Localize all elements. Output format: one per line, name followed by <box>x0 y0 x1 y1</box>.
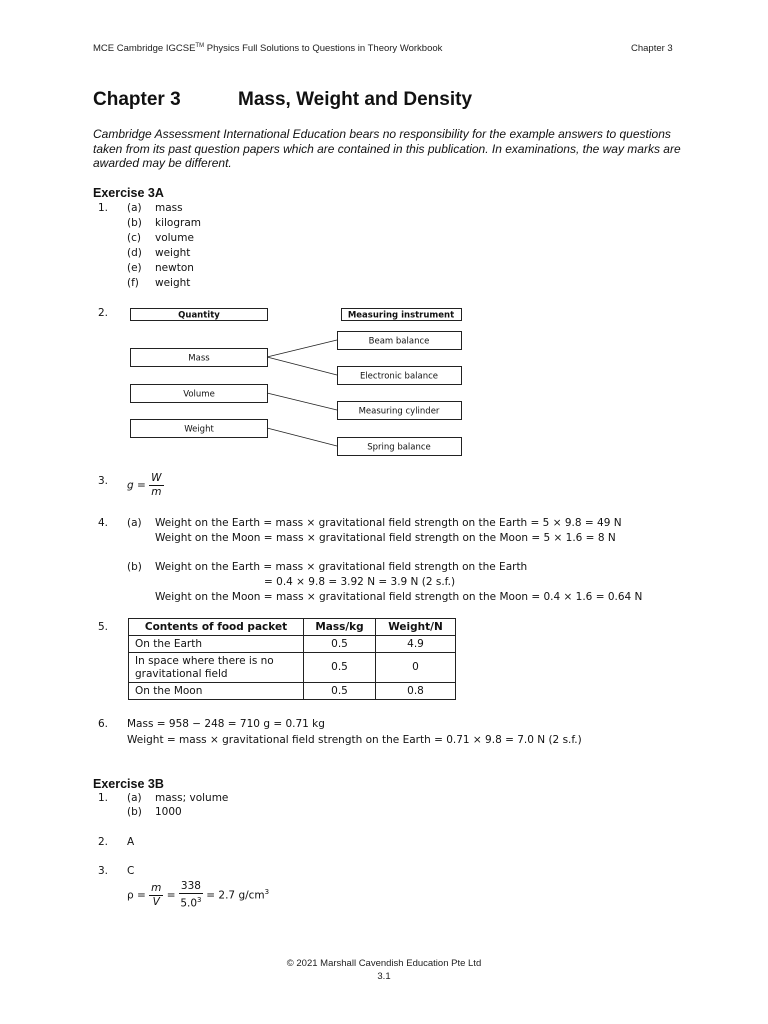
answer: 1000 <box>155 806 182 818</box>
instrument-spring-balance: Spring balance <box>367 442 431 453</box>
fraction: $\frac{W}{m}$ <box>151 472 162 498</box>
table-header-row <box>129 619 456 636</box>
part-label: (b) <box>127 217 142 229</box>
table-row <box>129 636 456 653</box>
link-volume-cylinder <box>267 393 337 410</box>
instrument-measuring-cylinder: Measuring cylinder <box>358 406 440 417</box>
quantity-weight: Weight <box>184 424 214 435</box>
link-mass-electronic <box>267 357 337 375</box>
instrument-header: Measuring instrument <box>347 310 455 321</box>
part-label: (a) <box>127 202 142 214</box>
answer: mass <box>155 202 183 214</box>
question-number: 5. <box>98 621 109 633</box>
chapter-title: Mass, Weight and Density <box>238 89 473 110</box>
exercise-3b-heading: Exercise 3B <box>93 777 164 791</box>
matching-diagram <box>125 303 470 463</box>
part-label: (c) <box>127 232 141 244</box>
part-label: (f) <box>127 277 139 289</box>
answer: kilogram <box>155 217 201 229</box>
quantity-volume: Volume <box>183 389 215 400</box>
answer-line: Weight on the Earth = mass × gravitational field strength on the Earth <box>155 561 528 573</box>
answer: mass; volume <box>155 792 229 804</box>
table-row <box>129 683 456 700</box>
part-label: (b) <box>127 561 142 573</box>
table-cell: 0.8 <box>376 683 456 700</box>
table-cell: On the Moon <box>129 683 304 700</box>
table-row <box>129 653 456 683</box>
link-weight-spring <box>267 428 337 446</box>
instrument-electronic-balance: Electronic balance <box>359 371 439 382</box>
link-mass-beam <box>267 340 337 357</box>
formula-density: ρ = $\frac{m}{V}$ = $\frac{338}{5.0^3}$ = 2.7 $g/cm^3$ <box>127 880 270 910</box>
question-number: 3. <box>98 475 109 487</box>
part-label: (e) <box>127 262 142 274</box>
part-label: (b) <box>127 806 142 818</box>
table-cell: In space where there is no gravitational field <box>129 653 304 683</box>
column-header: Mass/kg <box>304 619 376 636</box>
running-header: MCE Cambridge IGCSE™ Physics Full Solutions to Questions in Theory Workbook <box>93 43 443 55</box>
question-number: 2. <box>98 836 109 848</box>
question-number: 4. <box>98 517 109 529</box>
formula-g: g = $\frac{W}{m}$ <box>127 472 162 498</box>
question-number: 3. <box>98 865 109 877</box>
part-label: (d) <box>127 247 142 259</box>
table-cell: 0 <box>376 653 456 683</box>
food-packet-table <box>128 618 456 700</box>
table-cell: 0.5 <box>304 683 376 700</box>
column-header: Weight/N <box>376 619 456 636</box>
chapter-number: Chapter 3 <box>93 89 181 110</box>
table-cell: 4.9 <box>376 636 456 653</box>
quantity-header: Quantity <box>178 310 220 321</box>
instrument-beam-balance: Beam balance <box>368 336 430 347</box>
question-number: 1. <box>98 202 109 214</box>
part-label: (a) <box>127 792 142 804</box>
answer: newton <box>155 262 194 274</box>
answer: C <box>127 865 135 877</box>
table-cell: 0.5 <box>304 636 376 653</box>
part-label: (a) <box>127 517 142 529</box>
question-number: 6. <box>98 718 109 730</box>
answer: weight <box>155 247 191 259</box>
column-header: Contents of food packet <box>129 619 304 636</box>
page-number: 3.1 <box>377 971 391 982</box>
disclaimer: Cambridge Assessment International Education bears no responsibility for the example answers to questions taken from its past question papers which are contained in this publication. In examinations, the way marks are awarded may be different. <box>93 127 681 171</box>
answer-line: Weight = mass × gravitational field strength on the Earth = 0.71 × 9.8 = 7.0 N (2 s.f.) <box>127 734 582 746</box>
table-cell: On the Earth <box>129 636 304 653</box>
exercise-3a-heading: Exercise 3A <box>93 186 164 200</box>
answer-line: Weight on the Earth = mass × gravitational field strength on the Earth = 5 × 9.8 = 49 N <box>155 517 622 529</box>
answer-line: Weight on the Moon = mass × gravitational field strength on the Moon = 0.4 × 1.6 = 0.64 N <box>155 591 643 603</box>
answer: volume <box>155 232 194 244</box>
answer-line: Weight on the Moon = mass × gravitational field strength on the Moon = 5 × 1.6 = 8 N <box>155 532 616 544</box>
answer: weight <box>155 277 191 289</box>
question-number: 2. <box>98 307 109 319</box>
header-chapter: Chapter 3 <box>631 43 673 54</box>
question-number: 1. <box>98 792 109 804</box>
fraction: $\frac{m}{V}$ <box>151 881 162 908</box>
quantity-mass: Mass <box>188 353 210 364</box>
answer: A <box>127 836 135 848</box>
fraction: $\frac{338}{5.0^3}$ <box>180 880 202 910</box>
answer-line: = 0.4 × 9.8 = 3.92 N = 3.9 N (2 s.f.) <box>264 576 456 588</box>
answer-line: Mass = 958 − 248 = 710 g = 0.71 kg <box>127 718 325 730</box>
table-cell: 0.5 <box>304 653 376 683</box>
footer-copyright: © 2021 Marshall Cavendish Education Pte Ltd <box>286 958 482 969</box>
